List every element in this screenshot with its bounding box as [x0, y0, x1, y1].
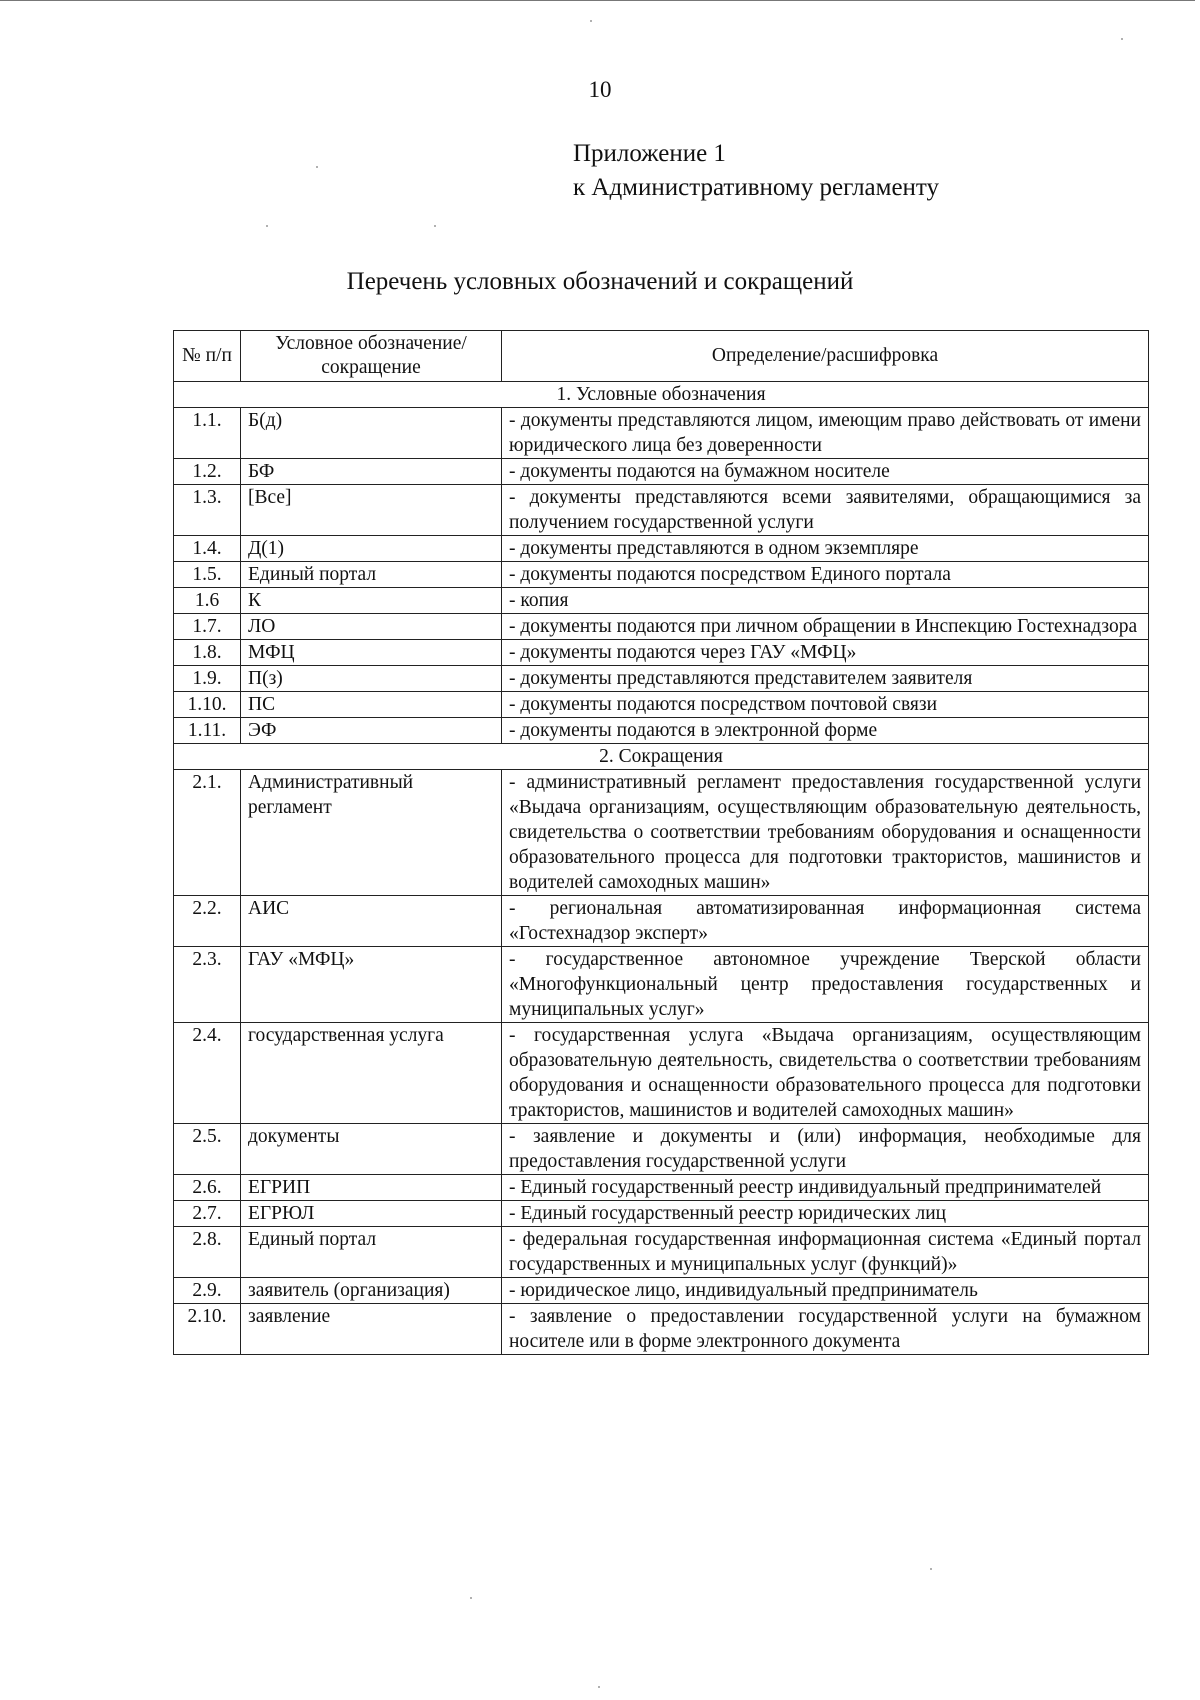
scan-speck [590, 20, 592, 22]
cell-term: ПС [241, 692, 502, 718]
cell-def: - Единый государственный реестр юридических лиц [502, 1201, 1149, 1227]
cell-term: Д(1) [241, 536, 502, 562]
cell-num: 1.6 [174, 588, 241, 614]
table-body [174, 382, 1149, 1355]
table-row [174, 459, 1149, 485]
scan-speck [598, 1686, 600, 1688]
cell-def: - государственное автономное учреждение Тверской области «Многофункциональный центр предоставления государственных и муниципальных услуг» [502, 947, 1149, 1023]
cell-def: - документы подаются через ГАУ «МФЦ» [502, 640, 1149, 666]
cell-num: 2.7. [174, 1201, 241, 1227]
table-row [174, 485, 1149, 536]
cell-num: 2.4. [174, 1023, 241, 1124]
table-row [174, 770, 1149, 896]
cell-term: ГАУ «МФЦ» [241, 947, 502, 1023]
table-row [174, 1124, 1149, 1175]
cell-def: - региональная автоматизированная информационная система «Гостехнадзор эксперт» [502, 896, 1149, 947]
scan-speck [470, 1597, 472, 1599]
page-number: 10 [588, 77, 612, 102]
cell-num: 1.8. [174, 640, 241, 666]
cell-term: МФЦ [241, 640, 502, 666]
cell-def: - заявление и документы и (или) информация, необходимые для предоставления государственной услуги [502, 1124, 1149, 1175]
table-row [174, 718, 1149, 744]
table-row [174, 1227, 1149, 1278]
cell-num: 2.3. [174, 947, 241, 1023]
cell-def: - документы подаются на бумажном носителе [502, 459, 1149, 485]
scan-speck [930, 1568, 932, 1570]
cell-term: АИС [241, 896, 502, 947]
cell-num: 1.7. [174, 614, 241, 640]
cell-term: БФ [241, 459, 502, 485]
cell-def: - документы представляются в одном экземпляре [502, 536, 1149, 562]
cell-term: заявление [241, 1304, 502, 1355]
cell-term: заявитель (организация) [241, 1278, 502, 1304]
scan-speck [434, 225, 436, 227]
cell-num: 2.6. [174, 1175, 241, 1201]
cell-term: [Все] [241, 485, 502, 536]
appendix-heading [573, 137, 939, 205]
section-row [174, 382, 1149, 408]
cell-term: ЛО [241, 614, 502, 640]
cell-def: - государственная услуга «Выдача организациям, осуществляющим образовательную деятельность, свидетельства о соответствии требованиям оборудования и оснащенности образовательного процесса для подготовки трактористов, машинистов и водителей самоходных машин» [502, 1023, 1149, 1124]
abbreviations-table [173, 330, 1149, 1355]
table-row [174, 562, 1149, 588]
cell-num: 1.10. [174, 692, 241, 718]
cell-def: - документы представляются лицом, имеющим право действовать от имени юридического лица без доверенности [502, 408, 1149, 459]
cell-num: 1.5. [174, 562, 241, 588]
table-row [174, 692, 1149, 718]
cell-num: 1.4. [174, 536, 241, 562]
cell-term: П(з) [241, 666, 502, 692]
table-row [174, 408, 1149, 459]
cell-def: - заявление о предоставлении государственной услуги на бумажном носителе или в форме электронного документа [502, 1304, 1149, 1355]
cell-def: - документы подаются посредством Единого портала [502, 562, 1149, 588]
cell-term: документы [241, 1124, 502, 1175]
scan-speck [316, 166, 318, 168]
table-row [174, 1304, 1149, 1355]
cell-num: 2.8. [174, 1227, 241, 1278]
header-term: Условное обозначение/сокращение [241, 331, 502, 382]
cell-term: государственная услуга [241, 1023, 502, 1124]
cell-term: Административный регламент [241, 770, 502, 896]
table-row [174, 536, 1149, 562]
table-row [174, 1175, 1149, 1201]
table-row [174, 588, 1149, 614]
scan-speck [266, 225, 268, 227]
scan-speck [1121, 38, 1123, 40]
cell-def: - документы подаются при личном обращении в Инспекцию Гостехнадзора [502, 614, 1149, 640]
cell-term: ЕГРИП [241, 1175, 502, 1201]
cell-def: - копия [502, 588, 1149, 614]
table-row [174, 1278, 1149, 1304]
section-title: 2. Сокращения [174, 744, 1149, 770]
header-def: Определение/расшифровка [502, 331, 1149, 382]
cell-def: - документы представляются всеми заявителями, обращающимися за получением государственной услуги [502, 485, 1149, 536]
cell-term: ЭФ [241, 718, 502, 744]
cell-def: - документы подаются в электронной форме [502, 718, 1149, 744]
section-title: 1. Условные обозначения [174, 382, 1149, 408]
cell-term: Б(д) [241, 408, 502, 459]
table-row [174, 1023, 1149, 1124]
cell-def: - Единый государственный реестр индивидуальный предпринимателей [502, 1175, 1149, 1201]
table-row [174, 896, 1149, 947]
scan-top-edge [0, 0, 1195, 1]
appendix-line-1: Приложение 1 [573, 140, 726, 167]
cell-num: 2.2. [174, 896, 241, 947]
cell-num: 1.9. [174, 666, 241, 692]
table-row [174, 666, 1149, 692]
cell-num: 2.10. [174, 1304, 241, 1355]
cell-num: 1.1. [174, 408, 241, 459]
cell-num: 1.2. [174, 459, 241, 485]
cell-def: - федеральная государственная информационная система «Единый портал государственных и муниципальных услуг (функций)» [502, 1227, 1149, 1278]
cell-num: 1.11. [174, 718, 241, 744]
cell-term: Единый портал [241, 1227, 502, 1278]
table-row [174, 1201, 1149, 1227]
cell-def: - юридическое лицо, индивидуальный предприниматель [502, 1278, 1149, 1304]
document-title: Перечень условных обозначений и сокращений [346, 268, 854, 295]
cell-def: - административный регламент предоставления государственной услуги «Выдача организациям, осуществляющим образовательную деятельность, свидетельства о соответствии требованиям оборудования и оснащенности образовательного процесса для подготовки трактористов, машинистов и водителей самоходных машин» [502, 770, 1149, 896]
cell-def: - документы подаются посредством почтовой связи [502, 692, 1149, 718]
table-row [174, 640, 1149, 666]
section-row [174, 744, 1149, 770]
cell-num: 2.5. [174, 1124, 241, 1175]
appendix-line-2: к Административному регламенту [573, 174, 940, 201]
header-num: № п/п [174, 331, 241, 382]
table-row [174, 947, 1149, 1023]
table-row [174, 614, 1149, 640]
cell-def: - документы представляются представителем заявителя [502, 666, 1149, 692]
cell-term: Единый портал [241, 562, 502, 588]
cell-term: ЕГРЮЛ [241, 1201, 502, 1227]
cell-num: 2.9. [174, 1278, 241, 1304]
cell-num: 1.3. [174, 485, 241, 536]
cell-num: 2.1. [174, 770, 241, 896]
table-header-row [174, 331, 1149, 382]
cell-term: К [241, 588, 502, 614]
